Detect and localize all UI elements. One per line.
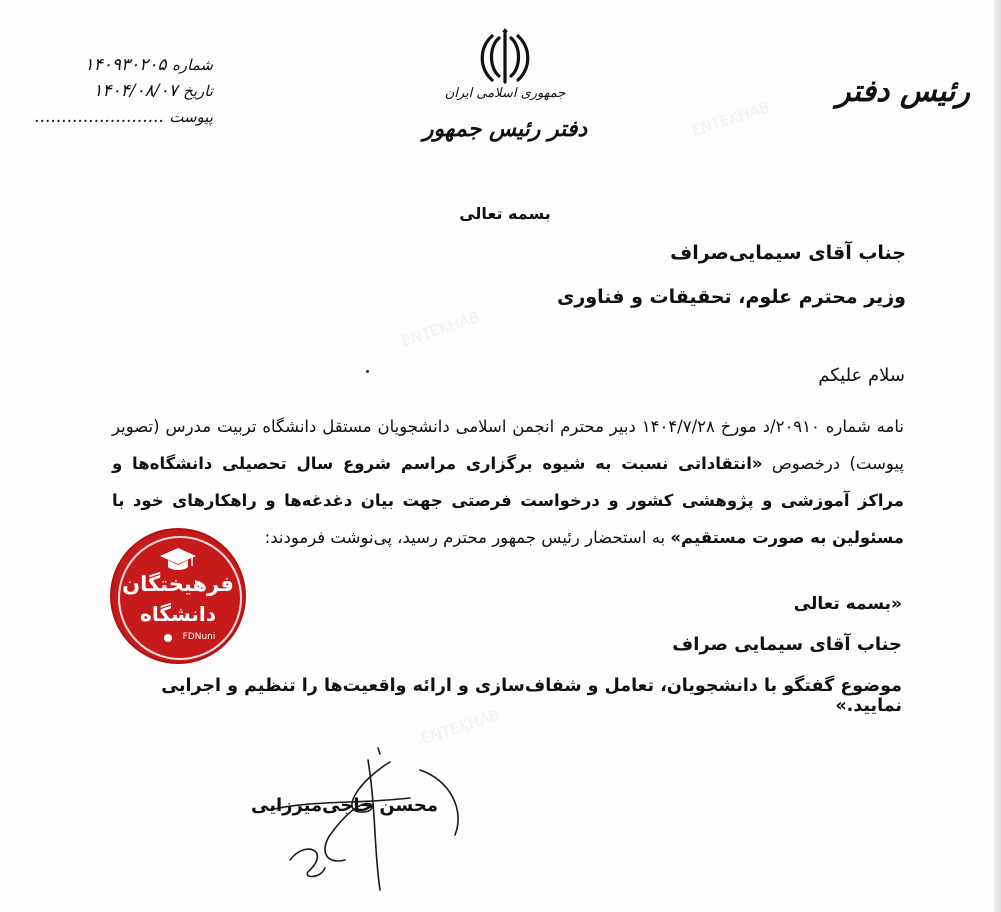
office-title: رئیس دفتر <box>836 74 970 109</box>
salutation: سلام علیکم <box>818 365 905 386</box>
letter-body <box>112 408 904 556</box>
letter-meta <box>28 52 213 130</box>
badge-logo-dot <box>164 634 172 642</box>
body-part-1: نامه شماره ۲۰۹۱۰/د مورخ ۱۴۰۴/۷/۲۸ دبیر محترم انجمن اسلامی دانشجویان مستقل دانشگاه تربیت مدرس (تصویر پیوست) درخصوص <box>112 417 904 473</box>
signature-icon <box>250 740 480 900</box>
meta-date: تاریخ ۱۴۰۴/۰۸/۰۷ <box>93 81 213 101</box>
meta-attachment: پیوست ........................ <box>34 107 213 127</box>
page-edge <box>994 0 1001 912</box>
quote-bismillah: «بسمه تعالی <box>793 594 902 614</box>
body-bold-quote: «انتقاداتی نسبت به شیوه برگزاری مراسم شروع سال تحصیلی دانشگاه‌ها و مراکز آموزشی و پژوهشی کشور و درخواست فرصتی جهت بیان دغدغه‌ها و راهکارهای خود با مسئولین به صورت مستقیم» <box>112 454 904 547</box>
watermark: ENTEKHAB <box>689 97 772 141</box>
graduation-cap-icon <box>159 546 197 572</box>
badge-handle: FDNuni <box>182 632 216 642</box>
fdnuni-badge <box>112 530 244 662</box>
seal-office: دفتر رئیس جمهور <box>422 116 588 142</box>
body-part-2: به استحضار رئیس جمهور محترم رسید، پی‌نوشت فرمودند: <box>264 528 671 547</box>
meta-number: شماره ۱۴۰۹۳۰۲۰۵ <box>84 55 213 75</box>
watermark: ENTEKHAB <box>399 307 482 351</box>
ink-dot <box>366 370 369 373</box>
quote-text: موضوع گفتگو با دانشجویان، تعامل و شفاف‌سازی و ارائه واقعیت‌ها را تنظیم و اجرایی نمایید.» <box>161 676 902 716</box>
bismillah-heading: بسمه تعالی <box>459 204 551 223</box>
badge-line-1: فرهیختگان <box>122 572 234 596</box>
recipient-name: جناب آقای سیمایی‌صراف <box>670 242 906 264</box>
seal-country: جمهوری اسلامی ایران <box>444 86 566 101</box>
quote-recipient: جناب آقای سیمایی صراف <box>672 634 902 655</box>
watermark: ENTEKHAB <box>419 705 502 749</box>
badge-line-2: دانشگاه <box>140 602 216 626</box>
recipient-title: وزیر محترم علوم، تحقیقات و فناوری <box>557 286 906 308</box>
signer-name: محسن حاجی‌میرزایی <box>250 795 438 816</box>
iran-emblem-icon <box>480 28 530 86</box>
